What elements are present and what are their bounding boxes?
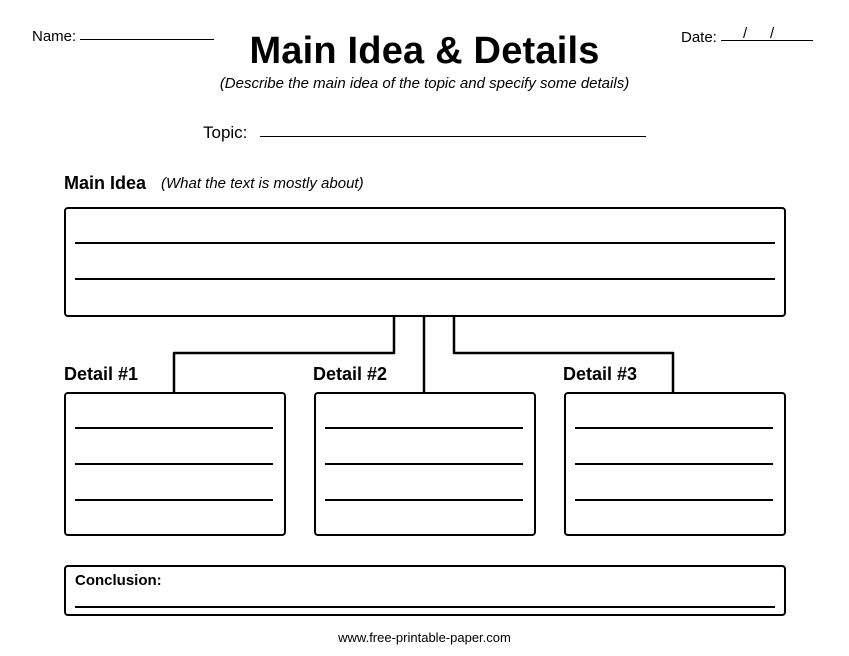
date-label: Date:	[681, 29, 717, 46]
conclusion-box[interactable]	[64, 565, 786, 616]
writing-line[interactable]	[75, 499, 273, 501]
date-separator: /	[743, 25, 748, 42]
detail-2-box[interactable]	[314, 392, 536, 536]
detail-1-label: Detail #1	[64, 364, 139, 384]
page-title: Main Idea & Details	[249, 30, 600, 72]
writing-line[interactable]	[325, 427, 523, 429]
writing-line[interactable]	[75, 463, 273, 465]
writing-line[interactable]	[575, 499, 773, 501]
page-subtitle: (Describe the main idea of the topic and specify some details)	[219, 75, 630, 92]
writing-line[interactable]	[575, 463, 773, 465]
main-idea-label: Main Idea	[64, 173, 147, 193]
writing-line[interactable]	[325, 463, 523, 465]
detail-3-box[interactable]	[564, 392, 786, 536]
writing-line[interactable]	[75, 606, 775, 608]
writing-line[interactable]	[575, 427, 773, 429]
writing-line[interactable]	[325, 499, 523, 501]
conclusion-label: Conclusion:	[75, 572, 162, 589]
date-separator: /	[770, 25, 775, 42]
topic-label: Topic:	[203, 123, 248, 142]
detail-1-box[interactable]	[64, 392, 286, 536]
footer-url: www.free-printable-paper.com	[338, 630, 511, 645]
main-idea-hint: (What the text is mostly about)	[161, 175, 364, 192]
name-label: Name:	[32, 28, 77, 45]
writing-line[interactable]	[75, 427, 273, 429]
detail-2-label: Detail #2	[313, 364, 388, 384]
detail-3-label: Detail #3	[563, 364, 638, 384]
